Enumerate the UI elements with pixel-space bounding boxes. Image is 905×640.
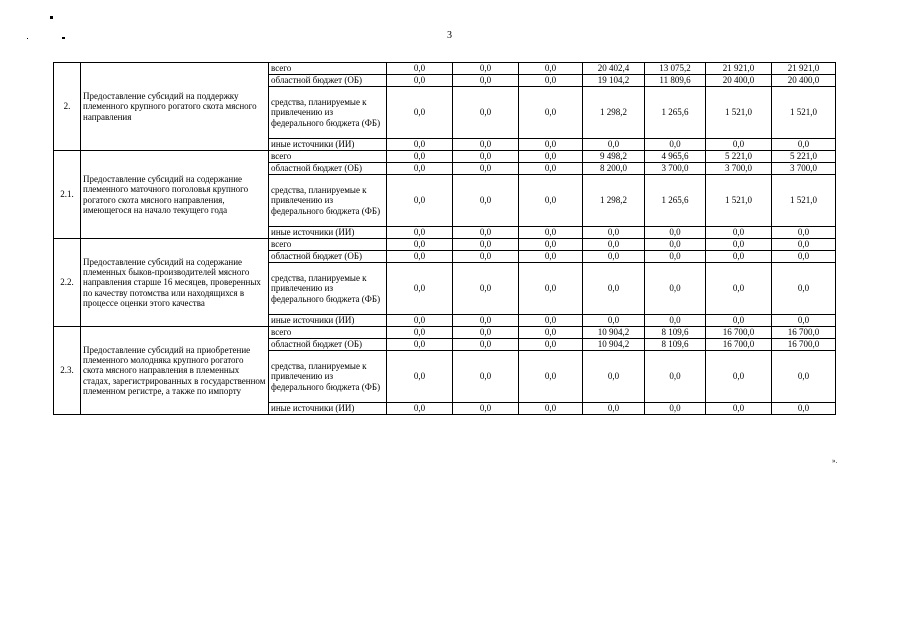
value-cell: 0,0: [387, 227, 453, 239]
value-cell: 0,0: [519, 263, 583, 315]
scan-speck: [62, 37, 65, 39]
table-row: [54, 63, 836, 75]
value-cell: 0,0: [387, 75, 453, 87]
value-cell: 1 521,0: [706, 175, 772, 227]
value-cell: 0,0: [453, 239, 519, 251]
funding-source: всего: [269, 327, 387, 339]
value-cell: 0,0: [645, 239, 706, 251]
value-cell: 0,0: [387, 263, 453, 315]
value-cell: 19 104,2: [583, 75, 645, 87]
value-cell: 0,0: [519, 175, 583, 227]
value-cell: 0,0: [453, 339, 519, 351]
value-cell: 0,0: [583, 239, 645, 251]
value-cell: 21 921,0: [772, 63, 836, 75]
value-cell: 3 700,0: [645, 163, 706, 175]
value-cell: 0,0: [772, 315, 836, 327]
value-cell: 0,0: [583, 139, 645, 151]
value-cell: 0,0: [387, 327, 453, 339]
value-cell: 9 498,2: [583, 151, 645, 163]
value-cell: 0,0: [645, 315, 706, 327]
value-cell: 0,0: [519, 63, 583, 75]
value-cell: 0,0: [453, 163, 519, 175]
funding-source: областной бюджет (ОБ): [269, 251, 387, 263]
value-cell: 0,0: [387, 63, 453, 75]
value-cell: 13 075,2: [645, 63, 706, 75]
value-cell: 0,0: [706, 139, 772, 151]
value-cell: 16 700,0: [772, 327, 836, 339]
value-cell: 0,0: [453, 139, 519, 151]
section-name: Предоставление субсидий на поддержку племенного крупного рогатого скота мясного направления: [81, 63, 269, 151]
value-cell: 0,0: [772, 239, 836, 251]
value-cell: 0,0: [387, 175, 453, 227]
value-cell: 0,0: [645, 263, 706, 315]
value-cell: 0,0: [519, 239, 583, 251]
funding-source: всего: [269, 239, 387, 251]
value-cell: 0,0: [387, 315, 453, 327]
value-cell: 0,0: [519, 327, 583, 339]
value-cell: 0,0: [453, 251, 519, 263]
value-cell: 0,0: [453, 351, 519, 403]
value-cell: 0,0: [772, 251, 836, 263]
value-cell: 0,0: [387, 251, 453, 263]
value-cell: 0,0: [453, 227, 519, 239]
value-cell: 1 265,6: [645, 87, 706, 139]
value-cell: 0,0: [519, 227, 583, 239]
value-cell: 0,0: [583, 227, 645, 239]
value-cell: 0,0: [706, 251, 772, 263]
value-cell: 0,0: [519, 139, 583, 151]
funding-source: средства, планируемые к привлечению из федерального бюджета (ФБ): [269, 263, 387, 315]
value-cell: 0,0: [387, 351, 453, 403]
section-name: Предоставление субсидий на содержание племенного маточного поголовья крупного рогатого скота мясного направления, имеющегося на начало текущего года: [81, 151, 269, 239]
value-cell: 0,0: [583, 315, 645, 327]
value-cell: 16 700,0: [706, 327, 772, 339]
funding-source: иные источники (ИИ): [269, 227, 387, 239]
value-cell: 0,0: [706, 239, 772, 251]
value-cell: 0,0: [645, 227, 706, 239]
value-cell: 0,0: [772, 227, 836, 239]
value-cell: 0,0: [387, 163, 453, 175]
value-cell: 1 265,6: [645, 175, 706, 227]
value-cell: 3 700,0: [706, 163, 772, 175]
funding-source: областной бюджет (ОБ): [269, 339, 387, 351]
value-cell: 20 400,0: [706, 75, 772, 87]
value-cell: 0,0: [706, 263, 772, 315]
value-cell: 16 700,0: [706, 339, 772, 351]
value-cell: 1 521,0: [772, 87, 836, 139]
value-cell: 10 904,2: [583, 327, 645, 339]
value-cell: 5 221,0: [706, 151, 772, 163]
value-cell: 0,0: [387, 87, 453, 139]
value-cell: 0,0: [453, 263, 519, 315]
value-cell: 0,0: [519, 315, 583, 327]
value-cell: 11 809,6: [645, 75, 706, 87]
value-cell: 20 400,0: [772, 75, 836, 87]
table-row: [54, 327, 836, 339]
scan-speck: [27, 38, 28, 39]
value-cell: 0,0: [772, 139, 836, 151]
value-cell: 8 109,6: [645, 339, 706, 351]
value-cell: 0,0: [772, 263, 836, 315]
value-cell: 3 700,0: [772, 163, 836, 175]
value-cell: 0,0: [453, 327, 519, 339]
value-cell: 16 700,0: [772, 339, 836, 351]
value-cell: 0,0: [583, 351, 645, 403]
value-cell: 0,0: [387, 239, 453, 251]
funding-source: иные источники (ИИ): [269, 139, 387, 151]
funding-source: областной бюджет (ОБ): [269, 75, 387, 87]
funding-source: средства, планируемые к привлечению из федерального бюджета (ФБ): [269, 351, 387, 403]
end-mark: ».: [832, 457, 838, 465]
value-cell: 0,0: [645, 403, 706, 415]
value-cell: 0,0: [519, 403, 583, 415]
value-cell: 0,0: [645, 139, 706, 151]
value-cell: 0,0: [387, 151, 453, 163]
value-cell: 0,0: [772, 403, 836, 415]
value-cell: 0,0: [583, 251, 645, 263]
value-cell: 0,0: [387, 339, 453, 351]
value-cell: 4 965,6: [645, 151, 706, 163]
value-cell: 1 298,2: [583, 175, 645, 227]
value-cell: 0,0: [519, 151, 583, 163]
value-cell: 21 921,0: [706, 63, 772, 75]
value-cell: 0,0: [453, 63, 519, 75]
value-cell: 0,0: [519, 251, 583, 263]
value-cell: 0,0: [387, 139, 453, 151]
value-cell: 20 402,4: [583, 63, 645, 75]
page-number: 3: [447, 30, 452, 41]
section-number: 2.3.: [54, 327, 81, 415]
value-cell: 8 200,0: [583, 163, 645, 175]
section-number: 2.2.: [54, 239, 81, 327]
value-cell: 5 221,0: [772, 151, 836, 163]
value-cell: 0,0: [706, 227, 772, 239]
section-name: Предоставление субсидий на приобретение племенного молодняка крупного рогатого скота мясного направления в племенных стадах, зарегистрированных в государственном племенном регистре, а также по импорту: [81, 327, 269, 415]
value-cell: 0,0: [583, 403, 645, 415]
funding-source: всего: [269, 63, 387, 75]
value-cell: 0,0: [453, 175, 519, 227]
value-cell: 0,0: [387, 403, 453, 415]
table-row: [54, 239, 836, 251]
value-cell: 10 904,2: [583, 339, 645, 351]
value-cell: 0,0: [519, 87, 583, 139]
value-cell: 1 298,2: [583, 87, 645, 139]
section-name: Предоставление субсидий на содержание племенных быков-производителей мясного направления старше 16 месяцев, проверенных по качеству потомства или находящихся в процессе оценки этого качества: [81, 239, 269, 327]
scan-speck: [50, 16, 53, 19]
value-cell: 0,0: [519, 75, 583, 87]
value-cell: 1 521,0: [706, 87, 772, 139]
funding-source: областной бюджет (ОБ): [269, 163, 387, 175]
value-cell: 0,0: [706, 403, 772, 415]
value-cell: 0,0: [453, 403, 519, 415]
value-cell: 0,0: [453, 151, 519, 163]
value-cell: 0,0: [519, 351, 583, 403]
value-cell: 0,0: [772, 351, 836, 403]
value-cell: 0,0: [583, 263, 645, 315]
value-cell: 1 521,0: [772, 175, 836, 227]
table-row: [54, 151, 836, 163]
value-cell: 0,0: [706, 351, 772, 403]
value-cell: 8 109,6: [645, 327, 706, 339]
value-cell: 0,0: [453, 75, 519, 87]
funding-source: иные источники (ИИ): [269, 315, 387, 327]
funding-source: всего: [269, 151, 387, 163]
section-number: 2.: [54, 63, 81, 151]
value-cell: 0,0: [645, 351, 706, 403]
funding-source: средства, планируемые к привлечению из федерального бюджета (ФБ): [269, 175, 387, 227]
funding-source: средства, планируемые к привлечению из федерального бюджета (ФБ): [269, 87, 387, 139]
funding-source: иные источники (ИИ): [269, 403, 387, 415]
value-cell: 0,0: [453, 315, 519, 327]
value-cell: 0,0: [519, 163, 583, 175]
value-cell: 0,0: [519, 339, 583, 351]
value-cell: 0,0: [706, 315, 772, 327]
value-cell: 0,0: [645, 251, 706, 263]
subsidy-table: [53, 62, 836, 415]
section-number: 2.1.: [54, 151, 81, 239]
value-cell: 0,0: [453, 87, 519, 139]
